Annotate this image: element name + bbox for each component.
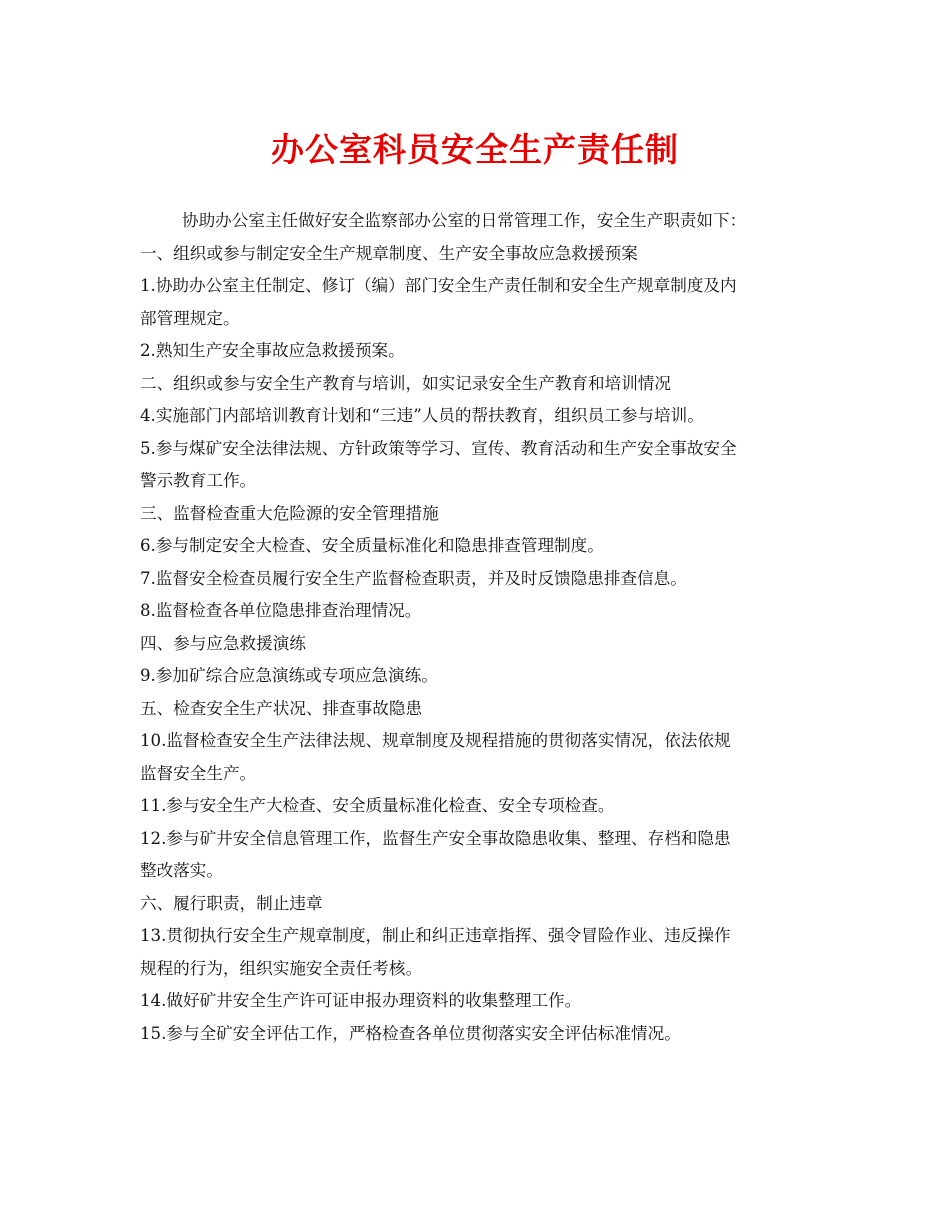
section-heading-2: 二、组织或参与安全生产教育与培训，如实记录安全生产教育和培训情况 [140,373,671,393]
item-9: 9.参加矿综合应急演练或专项应急演练。 [140,666,438,685]
section-heading-3: 三、监督检查重大危险源的安全管理措施 [140,503,439,523]
item-12: 12.参与矿井安全信息管理工作，监督生产安全事故隐患收集、整理、存档和隐患 [140,828,731,848]
item-15: 15.参与全矿安全评估工作，严格检查各单位贯彻落实安全评估标准情况。 [140,1023,681,1043]
item-5-continued: 警示教育工作。 [140,471,257,490]
section-heading-1: 一、组织或参与制定安全生产规章制度、生产安全事故应急救援预案 [140,243,638,263]
item-12-continued: 整改落实。 [140,861,223,880]
document-title: 办公室科员安全生产责任制 [271,130,679,169]
item-6: 6.参与制定安全大检查、安全质量标准化和隐患排查管理制度。 [140,536,604,555]
document-body [140,205,820,1050]
section-heading-6: 六、履行职责，制止违章 [140,893,323,913]
intro-paragraph: 协助办公室主任做好安全监察部办公室的日常管理工作，安全生产职责如下： [182,211,747,230]
item-5: 5.参与煤矿安全法律法规、方针政策等学习、宣传、教育活动和生产安全事故安全 [140,438,737,458]
item-11: 11.参与安全生产大检查、安全质量标准化检查、安全专项检查。 [140,796,615,815]
item-10: 10.监督检查安全生产法律法规、规章制度及规程措施的贯彻落实情况，依法依规 [140,731,731,750]
item-13-continued: 规程的行为，组织实施安全责任考核。 [140,958,423,978]
item-1: 1.协助办公室主任制定、修订（编）部门安全生产责任制和安全生产规章制度及内 [140,276,737,295]
item-14: 14.做好矿井安全生产许可证申报办理资料的收集整理工作。 [140,991,582,1010]
item-2: 2.熟知生产安全事故应急救援预案。 [140,341,405,360]
section-heading-5: 五、检查安全生产状况、排查事故隐患 [140,698,423,718]
item-4: 4.实施部门内部培训教育计划和“三违”人员的帮扶教育，组织员工参与培训。 [140,406,704,425]
section-heading-4: 四、参与应急救援演练 [140,633,306,653]
item-10-continued: 监督安全生产。 [140,763,257,783]
item-1-continued: 部管理规定。 [140,308,240,328]
item-7: 7.监督安全检查员履行安全生产监督检查职责，并及时反馈隐患排查信息。 [140,568,687,588]
item-13: 13.贯彻执行安全生产规章制度，制止和纠正违章指挥、强令冒险作业、违反操作 [140,926,731,945]
item-8: 8.监督检查各单位隐患排查治理情况。 [140,601,422,620]
